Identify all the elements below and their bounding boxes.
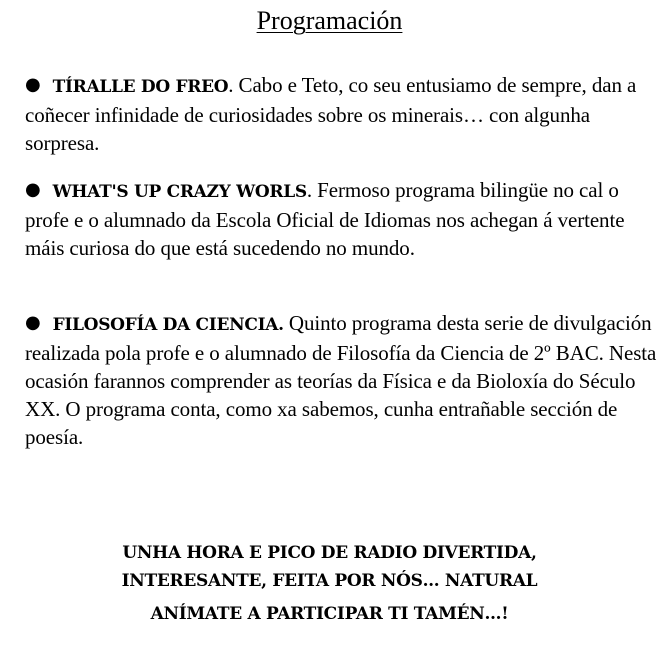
closing-call-to-action: ANÍMATE A PARTICIPAR TI TAMÉN…! (150, 604, 509, 624)
closing-line-2: INTERESANTE, FEITA POR NÓS… NATURAL (121, 571, 538, 591)
closing-line-1: UNHA HORA E PICO DE RADIO DIVERTIDA, (122, 543, 537, 563)
bullet-icon: ● (25, 179, 41, 200)
page-title: Programación (256, 6, 403, 35)
bullet-icon: ● (25, 74, 41, 95)
program-description: Quinto programa desta serie de divulgación realizada pola profe e o alumnado de Filosofía da Ciencia de 2º BAC. Nesta ocasión farannos comprender as teorías da Física e da Bioloxía do Século XX. O programa conta, como xa sabemos, cunha entrañable sección de poesía. (25, 311, 657, 449)
program-item-filosofia-da-ciencia (25, 309, 659, 451)
bullet-icon: ● (25, 312, 41, 333)
closing-message (40, 539, 619, 595)
program-heading: WHAT'S UP CRAZY WORLS (52, 182, 307, 202)
program-heading: TÍRALLE DO FREO (52, 77, 229, 97)
program-description: . Cabo e Teto, co seu entusiamo de sempre, dan a coñecer infinidade de curiosidades sobre os minerais… con algunha sorpresa. (25, 73, 637, 155)
program-item-tiralle-do-freo (25, 71, 659, 157)
program-item-whats-up-crazy-worls (25, 176, 659, 262)
program-description: . Fermoso programa bilingüe no cal o profe e o alumnado da Escola Oficial de Idiomas nos achegan á vertente máis curiosa do que está sucedendo no mundo. (25, 178, 625, 260)
program-heading: FILOSOFÍA DA CIENCIA. (52, 315, 284, 335)
